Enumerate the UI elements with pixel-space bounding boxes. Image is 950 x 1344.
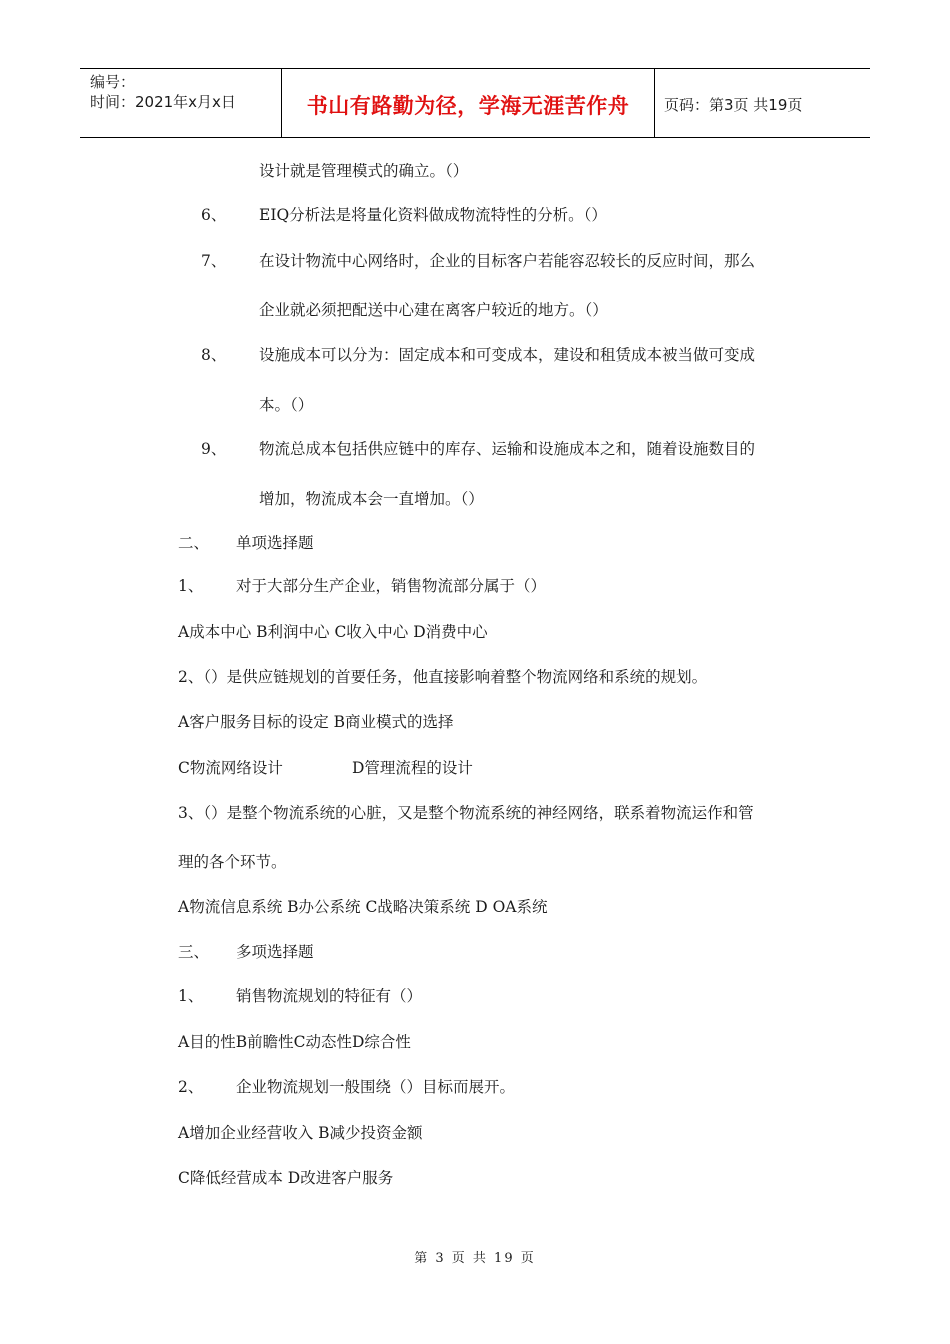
item-5-continuation: 设计就是管理模式的确立。（） xyxy=(259,162,469,180)
section-2-title: 单项选择题 xyxy=(236,534,314,552)
header-page-number: 页码：第3页 共19页 xyxy=(664,96,803,114)
s3-q2-options-cd: C降低经营成本 D改进客户服务 xyxy=(178,1169,394,1187)
motto-text: 书山有路勤为径，学海无涯苦作舟 xyxy=(306,94,630,118)
s2-q2-options-ab: A客户服务目标的设定 B商业模式的选择 xyxy=(178,713,454,731)
item-9-number: 9、 xyxy=(201,440,227,458)
item-8-text-line-1: 设施成本可以分为：固定成本和可变成本，建设和租赁成本被当做可变成 xyxy=(259,346,756,364)
s3-q2-number: 2、 xyxy=(178,1078,204,1096)
item-9-text-line-1: 物流总成本包括供应链中的库存、运输和设施成本之和，随着设施数目的 xyxy=(259,440,756,458)
item-6-number: 6、 xyxy=(201,206,227,224)
s3-q2-text: 企业物流规划一般围绕（）目标而展开。 xyxy=(236,1078,516,1096)
page-header xyxy=(80,68,870,138)
s3-q1-number: 1、 xyxy=(178,987,204,1005)
document-date-label: 时间：2021年x月x日 xyxy=(90,93,236,111)
s2-q2-option-c: C物流网络设计 xyxy=(178,759,283,777)
item-7-text-line-1: 在设计物流中心网络时，企业的目标客户若能容忍较长的反应时间，那么 xyxy=(259,252,756,270)
s2-q3-text-line-2: 理的各个环节。 xyxy=(178,853,287,871)
s2-q3-text-line-1: 3、（）是整个物流系统的心脏，又是整个物流系统的神经网络，联系着物流运作和管 xyxy=(178,804,754,822)
item-8-text-line-2: 本。（） xyxy=(259,396,314,414)
s2-q1-text: 对于大部分生产企业，销售物流部分属于（） xyxy=(236,577,547,595)
s3-q2-options-ab: A增加企业经营收入 B减少投资金额 xyxy=(178,1124,423,1142)
header-page-cell xyxy=(654,69,870,137)
section-3-title: 多项选择题 xyxy=(236,943,314,961)
s3-q1-options: A目的性B前瞻性C动态性D综合性 xyxy=(178,1033,411,1051)
header-motto-cell xyxy=(281,69,655,137)
s2-q1-number: 1、 xyxy=(178,577,204,595)
header-meta-cell xyxy=(80,69,280,137)
s2-q3-options: A物流信息系统 B办公系统 C战略决策系统 D OA系统 xyxy=(178,898,548,916)
page-footer-number: 第 3 页 共 19 页 xyxy=(414,1251,536,1266)
item-6-text: EIQ分析法是将量化资料做成物流特性的分析。（） xyxy=(259,206,607,224)
s2-q1-options: A成本中心 B利润中心 C收入中心 D消费中心 xyxy=(178,623,488,641)
item-9-text-line-2: 增加，物流成本会一直增加。（） xyxy=(259,490,484,508)
section-2-number: 二、 xyxy=(178,534,210,552)
s2-q2-text: 2、（）是供应链规划的首要任务，他直接影响着整个物流网络和系统的规划。 xyxy=(178,668,708,686)
section-3-number: 三、 xyxy=(178,943,210,961)
document-code-label: 编号： xyxy=(90,73,136,91)
item-7-text-line-2: 企业就必须把配送中心建在离客户较近的地方。（） xyxy=(259,301,608,319)
s3-q1-text: 销售物流规划的特征有（） xyxy=(236,987,423,1005)
s2-q2-option-d: D管理流程的设计 xyxy=(352,759,473,777)
item-8-number: 8、 xyxy=(201,346,227,364)
item-7-number: 7、 xyxy=(201,252,227,270)
